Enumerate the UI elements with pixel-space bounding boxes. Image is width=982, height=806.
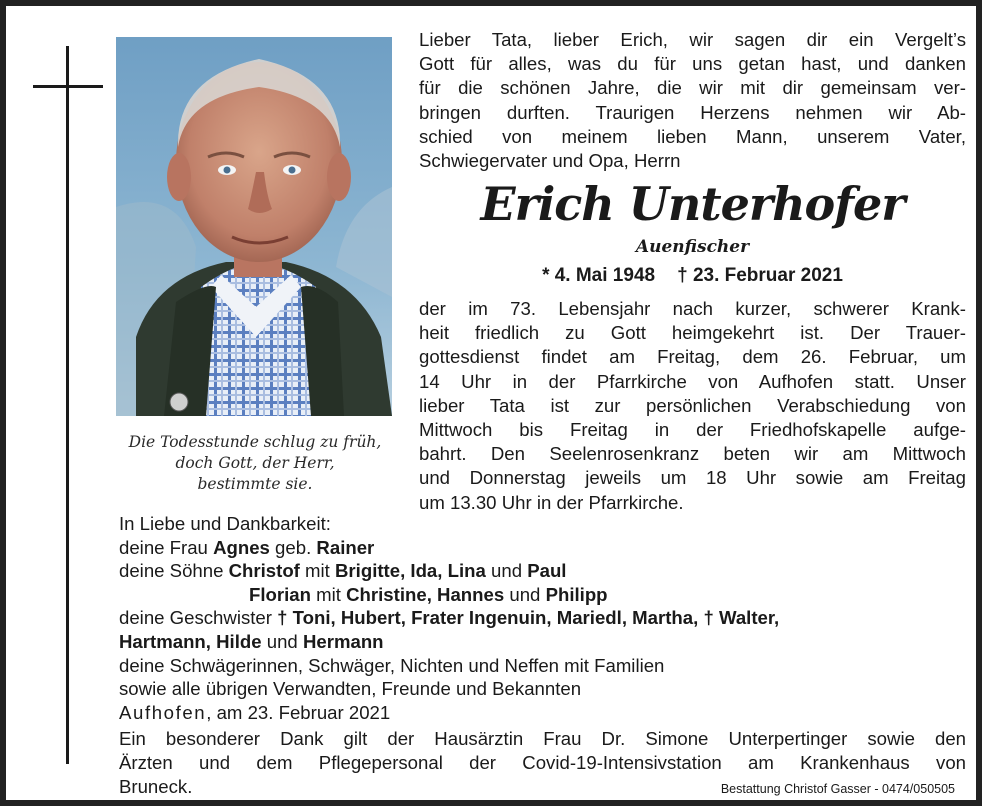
deceased-nickname: Auenfischer	[635, 237, 750, 257]
date: , am 23. Februar 2021	[206, 701, 391, 723]
body-line: Mittwoch bis Freitag in der Friedhofskapelle aufge-	[419, 419, 966, 441]
thanks-line: Bruneck.	[119, 776, 193, 797]
life-dates	[419, 264, 966, 288]
thanks-line: Ein besonderer Dank gilt der Hausärztin Frau Dr. Simone Unterpertinger sowie den	[119, 728, 966, 749]
quote-line: doch Gott, der Herr,	[175, 454, 335, 472]
body-paragraph	[419, 297, 966, 515]
portrait-illustration	[116, 37, 392, 416]
body-line: gottesdienst findet am Freitag, dem 26. Februar, um	[419, 346, 966, 368]
memorial-quote	[110, 432, 400, 495]
family-sons-second: Florian mit Christine, Hannes und Philipp	[249, 583, 608, 605]
family-siblings-second: Hartmann, Hilde und Hermann	[119, 630, 384, 652]
birth-date: * 4. Mai 1948	[542, 265, 656, 286]
body-line: bahrt. Den Seelenrosenkranz beten wir am Mittwoch	[419, 443, 966, 465]
cross-icon	[66, 46, 69, 764]
family-heading: In Liebe und Dankbarkeit:	[119, 513, 331, 534]
intro-line: für die schönen Jahre, die wir mit dir gemeinsam ver-	[419, 77, 966, 99]
body-line: lieber Tata ist zur persönlichen Verabschiedung von	[419, 394, 966, 416]
intro-line: schied von meinem lieben Mann, unserem Vater,	[419, 125, 966, 147]
intro-line: Lieber Tata, lieber Erich, wir sagen dir ein Vergelt’s	[419, 29, 966, 50]
portrait-photo	[116, 37, 392, 416]
family-inlaws: deine Schwägerinnen, Schwäger, Nichten und Neffen mit Familien	[119, 654, 665, 676]
death-date: † 23. Februar 2021	[677, 265, 843, 286]
family-relatives: sowie alle übrigen Verwandten, Freunde und Bekannten	[119, 678, 582, 700]
cross-icon-bar	[33, 85, 103, 88]
intro-line: Schwiegervater und Opa, Herrn	[419, 150, 681, 172]
body-line: und Donnerstag jeweils um 18 Uhr sowie am Freitag	[419, 467, 966, 489]
thanks-line: Ärzten und dem Pflegepersonal der Covid-19-Intensivstation am Krankenhaus von	[119, 752, 966, 773]
family-siblings: deine Geschwister † Toni, Hubert, Frater Ingenuin, Mariedl, Martha, † Walter,	[119, 607, 780, 629]
body-line: 14 Uhr in der Pfarrkirche von Aufhofen statt. Unser	[419, 370, 966, 392]
place-date	[119, 701, 969, 725]
body-line: der im 73. Lebensjahr nach kurzer, schwerer Krank-	[419, 298, 966, 319]
quote-line: bestimmte sie.	[197, 475, 313, 493]
body-line: um 13.30 Uhr in der Pfarrkirche.	[419, 491, 684, 513]
place: Aufhofen	[119, 701, 207, 723]
quote-line: Die Todesstunde schlug zu früh,	[128, 433, 382, 451]
mourners-list	[119, 512, 969, 724]
intro-paragraph	[419, 28, 966, 173]
family-wife: deine Frau Agnes geb. Rainer	[119, 536, 375, 558]
intro-line: bringen durften. Traurigen Herzens nehmen wir Ab-	[419, 101, 966, 123]
funeral-home-credit: Bestattung Christof Gasser - 0474/050505	[720, 782, 955, 796]
family-sons: deine Söhne Christof mit Brigitte, Ida, Lina und Paul	[119, 560, 567, 582]
deceased-name: Erich Unterhofer	[480, 177, 905, 231]
intro-line: Gott für alles, was du für uns getan hast, und danken	[419, 53, 966, 75]
body-line: heit friedlich zu Gott heimgekehrt ist. Der Trauer-	[419, 322, 966, 344]
